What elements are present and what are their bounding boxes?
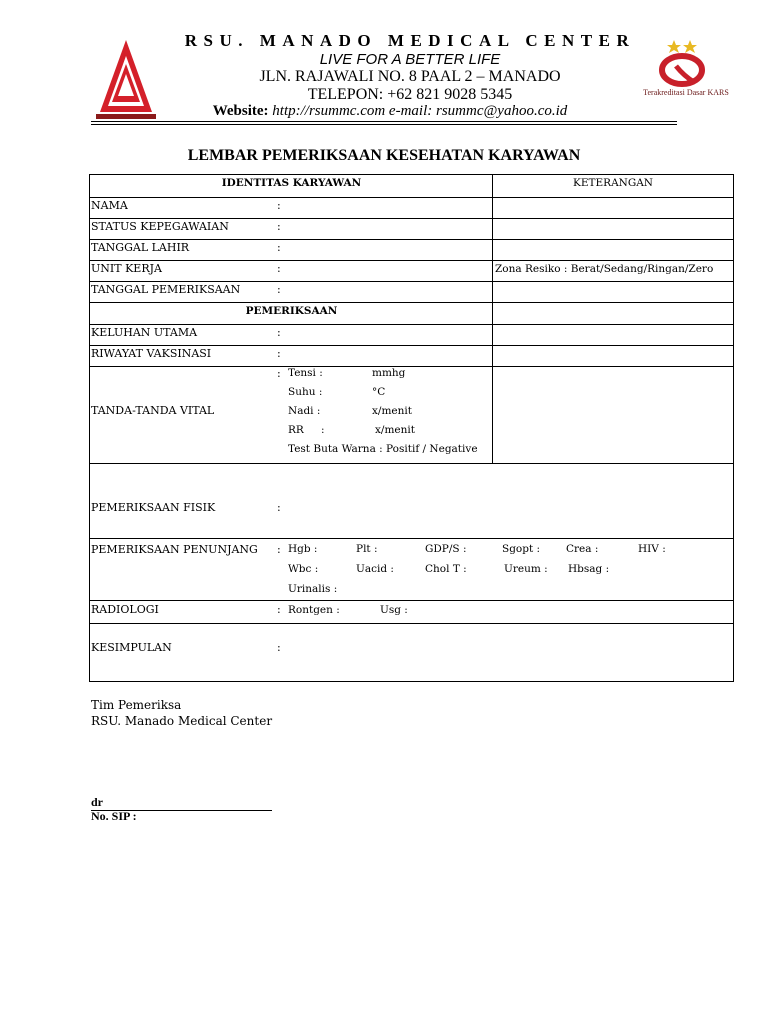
examiner-block xyxy=(91,697,272,729)
radiologi-usg: Usg : xyxy=(380,604,408,616)
row-tanda-vital xyxy=(90,367,733,464)
notes-cell[interactable] xyxy=(493,282,733,302)
lab-ureum: Ureum : xyxy=(504,563,548,575)
colon: : xyxy=(277,501,281,514)
doctor-signature-line: dr xyxy=(91,795,272,811)
lab-hgb: Hgb : xyxy=(288,543,318,555)
letterhead xyxy=(0,0,768,130)
vital-buta-warna: Test Buta Warna : Positif / Negative xyxy=(288,443,478,455)
exam-section-header: PEMERIKSAAN xyxy=(245,305,338,317)
lab-hbsag: Hbsag : xyxy=(568,563,610,575)
colon: : xyxy=(277,283,281,296)
lab-crea: Crea : xyxy=(566,543,599,555)
lab-wbc: Wbc : xyxy=(288,563,319,575)
label-unit-kerja: UNIT KERJA xyxy=(91,262,162,275)
colon: : xyxy=(277,347,281,360)
notes-cell[interactable] xyxy=(493,261,733,281)
examiner-team: Tim Pemeriksa xyxy=(91,698,182,712)
website-line xyxy=(160,103,620,120)
label-radiologi: RADIOLOGI xyxy=(91,603,159,616)
accreditation-label: Terakreditasi Dasar KARS xyxy=(643,88,729,97)
kars-accreditation-logo xyxy=(640,36,730,108)
colon: : xyxy=(277,262,281,275)
website-value: http://rsummc.com e-mail: rsummc@yahoo.co.id xyxy=(268,103,568,119)
row-penunjang xyxy=(90,539,733,601)
exam-form-table xyxy=(89,174,734,682)
notes-column-header: KETERANGAN xyxy=(572,177,653,189)
website-label: Website: xyxy=(212,103,269,119)
vital-suhu-unit: °C xyxy=(372,386,386,398)
vital-suhu: Suhu : xyxy=(288,386,323,398)
notes-cell[interactable] xyxy=(493,367,733,463)
row-tanggal-lahir xyxy=(90,240,733,261)
row-keluhan xyxy=(90,325,733,346)
colon: : xyxy=(277,603,281,616)
notes-cell[interactable] xyxy=(493,346,733,366)
colon: : xyxy=(277,220,281,233)
row-pemeriksaan-fisik xyxy=(90,464,733,539)
identity-section-header: IDENTITAS KARYAWAN xyxy=(221,177,362,189)
label-tanggal-pemeriksaan: TANGGAL PEMERIKSAAN xyxy=(91,283,241,296)
colon: : xyxy=(277,326,281,339)
vital-rr: RR xyxy=(288,424,304,436)
notes-cell[interactable] xyxy=(493,219,733,239)
lab-plt: Plt : xyxy=(356,543,378,555)
form-title: LEMBAR PEMERIKSAAN KESEHATAN KARYAWAN xyxy=(187,147,581,164)
examiner-hospital: RSU. Manado Medical Center xyxy=(91,714,273,728)
vital-nadi: Nadi : xyxy=(288,405,321,417)
hospital-logo xyxy=(92,36,160,122)
row-nama xyxy=(90,198,733,219)
notes-cell[interactable] xyxy=(493,240,733,260)
zona-resiko-note: Zona Resiko : Berat/Sedang/Ringan/Zero xyxy=(495,263,714,275)
colon: : xyxy=(277,641,281,654)
label-tanggal-lahir: TANGGAL LAHIR xyxy=(91,241,190,254)
sip-number: No. SIP : xyxy=(91,809,137,823)
colon: : xyxy=(277,367,281,380)
lab-hiv: HIV : xyxy=(638,543,666,555)
row-section-pemeriksaan xyxy=(90,303,733,325)
row-tanggal-pemeriksaan xyxy=(90,282,733,303)
notes-cell[interactable] xyxy=(493,198,733,218)
vital-rr-unit: x/menit xyxy=(375,424,415,436)
lab-urinalis: Urinalis : xyxy=(288,583,338,595)
label-tanda-vital: TANDA-TANDA VITAL xyxy=(91,404,215,417)
vital-nadi-unit: x/menit xyxy=(372,405,412,417)
label-riwayat-vaksinasi: RIWAYAT VAKSINASI xyxy=(91,347,212,360)
label-keluhan-utama: KELUHAN UTAMA xyxy=(91,326,198,339)
lab-sgopt: Sgopt : xyxy=(502,543,541,555)
notes-cell[interactable] xyxy=(493,325,733,345)
lab-uacid: Uacid : xyxy=(356,563,394,575)
label-nama: NAMA xyxy=(91,199,128,212)
label-pemeriksaan-fisik: PEMERIKSAAN FISIK xyxy=(91,501,216,514)
hospital-address: JLN. RAJAWALI NO. 8 PAAL 2 – MANADO xyxy=(259,68,561,85)
header-divider xyxy=(91,121,677,122)
label-status: STATUS KEPEGAWAIAN xyxy=(91,220,229,233)
row-radiologi xyxy=(90,601,733,624)
tagline: LIVE FOR A BETTER LIFE xyxy=(319,51,501,68)
hospital-phone: TELEPON: +62 821 9028 5345 xyxy=(307,86,513,103)
radiologi-rontgen: Rontgen : xyxy=(288,604,340,616)
row-kesimpulan xyxy=(90,624,733,681)
vital-tensi: Tensi : xyxy=(288,367,323,379)
table-header-row xyxy=(90,175,733,198)
vital-tensi-unit: mmhg xyxy=(372,367,406,379)
colon: : xyxy=(277,241,281,254)
lab-gdp: GDP/S : xyxy=(425,543,467,555)
colon: : xyxy=(277,199,281,212)
label-kesimpulan: KESIMPULAN xyxy=(91,641,172,654)
hospital-name: RSU. MANADO MEDICAL CENTER xyxy=(184,31,636,50)
vital-rr-colon: : xyxy=(321,424,325,436)
lab-chol: Chol T : xyxy=(425,563,467,575)
header-divider-thin xyxy=(91,124,677,125)
row-unit-kerja xyxy=(90,261,733,282)
label-penunjang: PEMERIKSAAN PENUNJANG xyxy=(91,543,258,556)
row-status xyxy=(90,219,733,240)
colon: : xyxy=(277,543,281,556)
row-vaksinasi xyxy=(90,346,733,367)
